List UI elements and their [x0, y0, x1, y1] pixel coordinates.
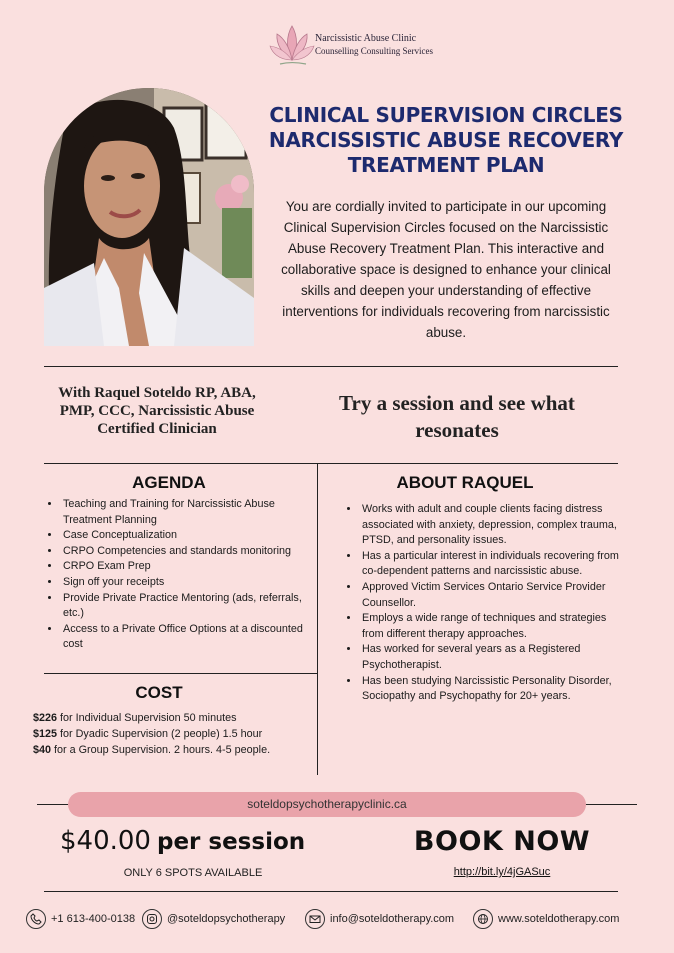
page-title: CLINICAL SUPERVISION CIRCLES NARCISSISTIC ABUSE RECOVERY TREATMENT PLAN [268, 103, 624, 177]
contact-web[interactable] [473, 908, 619, 930]
cost-price: $40 [33, 744, 52, 756]
intro-paragraph: You are cordially invited to participate in our upcoming Clinical Supervision Circles focused on the Narcissistic Abuse Recovery Treatment Plan. This interactive and collaborative space is designed to enhance your clinical skills and deepen your understanding of effective interventions for individuals recovering from narcissistic abuse. [281, 199, 611, 340]
instagram-icon [142, 909, 162, 929]
list-item: • Access to a Private Office Options at a discounted cost [61, 622, 306, 653]
spots-available: ONLY 6 SPOTS AVAILABLE [123, 867, 263, 879]
email-address: info@soteldotherapy.com [330, 913, 455, 925]
list-item: • CRPO Competencies and standards monitoring [61, 544, 306, 560]
globe-icon [473, 909, 493, 929]
brand-tagline: Counselling Consulting Services [315, 46, 433, 56]
book-now-button[interactable]: BOOK NOW [413, 826, 591, 857]
cost-heading: COST [135, 683, 183, 702]
price-unit: per session [156, 829, 306, 855]
list-item: • Approved Victim Services Ontario Service Provider Counsellor. [360, 580, 623, 611]
list-item: • Provide Private Practice Mentoring (ads, referrals, etc.) [61, 591, 306, 622]
list-item: • Case Conceptualization [61, 528, 306, 544]
cost-price: $226 [33, 712, 58, 724]
presenter-credentials: With Raquel Soteldo RP, ABA, PMP, CCC, Narcissistic Abuse Certified Clinician [58, 385, 256, 437]
presenter-photo [44, 88, 254, 346]
about-heading: ABOUT RAQUEL [396, 473, 534, 492]
list-item: • Works with adult and couple clients facing distress associated with anxiety, depression, complex trauma, PTSD, and personality issues. [360, 502, 623, 549]
list-item: • Teaching and Training for Narcissistic Abuse Treatment Planning [61, 497, 306, 528]
cost-desc: for a Group Supervision. 2 hours. 4-5 people. [51, 744, 271, 756]
divider [44, 366, 618, 367]
brand-name: Narcissistic Abuse Clinic [315, 33, 417, 44]
cost-list [33, 710, 315, 758]
phone-number: +1 613-400-0138 [51, 913, 136, 925]
divider [44, 673, 317, 674]
cost-row [33, 726, 315, 742]
agenda-heading: AGENDA [132, 473, 206, 492]
cost-price: $125 [33, 728, 58, 740]
contact-phone[interactable] [26, 908, 135, 930]
cost-desc: for Individual Supervision 50 minutes [57, 712, 237, 724]
phone-icon [26, 909, 46, 929]
about-list [345, 502, 623, 705]
contact-instagram[interactable] [142, 908, 285, 930]
instagram-handle: @soteldopsychotherapy [167, 913, 286, 925]
cost-row [33, 710, 315, 726]
list-item: • Has a particular interest in individuals recovering from co-dependent patterns and narcissistic abuse. [360, 549, 623, 580]
website-banner[interactable]: soteldopsychotherapyclinic.ca [68, 792, 586, 817]
tagline: Try a session and see what resonates [339, 391, 575, 442]
brand-text [315, 33, 433, 57]
list-item: • Has been studying Narcissistic Personality Disorder, Sociopathy and Psychopathy for 20+ years. [360, 674, 623, 705]
price-amount: $40.00 [60, 826, 151, 856]
booking-link[interactable]: http://bit.ly/4jGASuc [453, 866, 551, 878]
list-item: • Employs a wide range of techniques and strategies from different therapy approaches. [360, 611, 623, 642]
column-divider [317, 463, 318, 775]
price-block [60, 826, 305, 856]
divider [44, 463, 618, 464]
list-item: • Sign off your receipts [61, 575, 306, 591]
cost-desc: for Dyadic Supervision (2 people) 1.5 hour [57, 728, 263, 740]
list-item: • Has worked for several years as a Registered Psychotherapist. [360, 642, 623, 673]
list-item: • CRPO Exam Prep [61, 559, 306, 575]
agenda-list [46, 497, 306, 653]
website-address: www.soteldotherapy.com [498, 913, 620, 925]
divider [44, 891, 618, 892]
email-icon [305, 909, 325, 929]
lotus-flower-icon [268, 20, 316, 68]
contact-email[interactable] [305, 908, 454, 930]
cost-row [33, 742, 315, 758]
